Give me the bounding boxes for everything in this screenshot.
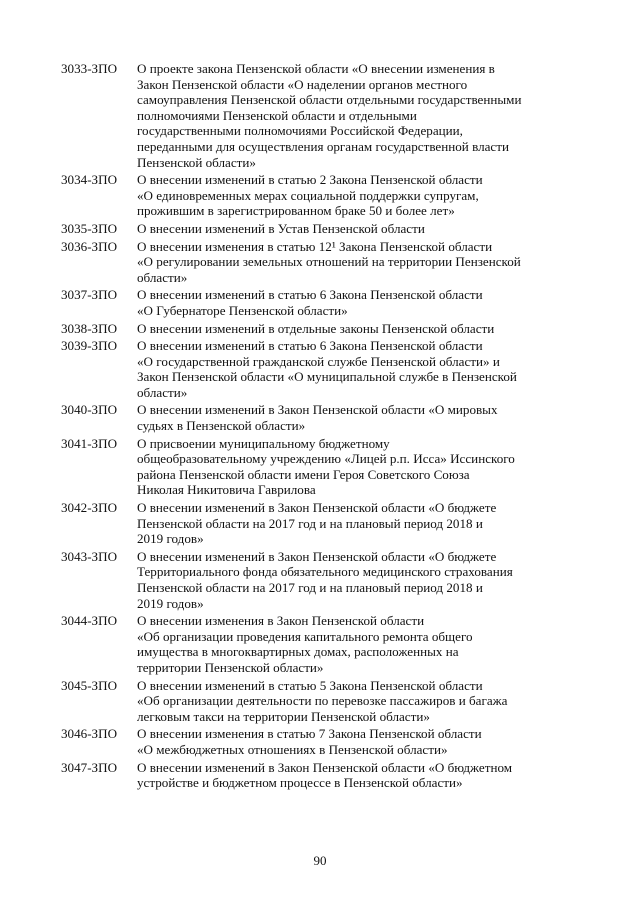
law-title-line: государственными полномочиями Российской Федерации,: [137, 123, 463, 139]
law-number: 3045-ЗПО: [61, 677, 118, 693]
law-title-line: «О регулировании земельных отношений на территории Пензенской: [137, 254, 521, 270]
law-title-line: самоуправления Пензенской области отдельными государственными: [137, 92, 522, 108]
law-title-line: судьях в Пензенской области»: [137, 418, 306, 434]
law-entry: [61, 500, 591, 547]
law-entry: [61, 172, 591, 219]
law-title-line: О внесении изменений в Закон Пензенской области «О бюджетном: [137, 759, 513, 775]
law-entry: [61, 760, 591, 791]
law-entry: [61, 338, 591, 400]
law-title: [137, 402, 591, 433]
law-title-line: О внесении изменений в Устав Пензенской области: [137, 220, 425, 236]
law-number: 3033-ЗПО: [61, 61, 118, 76]
law-title-line: имущества в многоквартирных домах, расположенных на: [137, 644, 459, 660]
law-entry: [61, 726, 591, 757]
law-number: 3047-ЗПО: [61, 759, 118, 775]
law-entry: [61, 678, 591, 725]
law-title-line: «О государственной гражданской службе Пензенской области» и: [137, 353, 500, 369]
law-entry: [61, 549, 591, 611]
law-title: [137, 549, 591, 611]
law-title-line: 2019 годов»: [137, 531, 204, 547]
law-number: 3041-ЗПО: [61, 435, 118, 451]
law-title: [137, 436, 591, 498]
law-title: [137, 221, 591, 237]
law-title: [137, 613, 591, 675]
law-title-line: Закон Пензенской области «О муниципальной службе в Пензенской: [137, 369, 517, 385]
law-title: [137, 726, 591, 757]
law-title: [137, 287, 591, 318]
law-title-line: О внесении изменения в статью 7 Закона Пензенской области: [137, 726, 482, 742]
law-number: 3044-ЗПО: [61, 613, 118, 629]
law-entry: [61, 287, 591, 318]
law-number: 3035-ЗПО: [61, 220, 118, 236]
law-list: [61, 61, 591, 793]
law-title-line: устройстве и бюджетном процессе в Пензенской области»: [137, 775, 463, 791]
law-title-line: О проекте закона Пензенской области «О внесении изменения в: [137, 61, 495, 76]
law-number: 3042-ЗПО: [61, 500, 118, 516]
law-title: [137, 760, 591, 791]
law-title-line: О внесении изменений в статью 2 Закона Пензенской области: [137, 172, 483, 188]
law-title: [137, 239, 591, 286]
law-title-line: О внесении изменений в статью 6 Закона Пензенской области: [137, 338, 483, 354]
law-title-line: легковым такси на территории Пензенской области»: [137, 708, 430, 724]
law-title-line: О внесении изменений в отдельные законы Пензенской области: [137, 320, 495, 336]
law-title-line: области»: [137, 269, 188, 285]
law-title-line: О внесении изменений в статью 6 Закона Пензенской области: [137, 287, 483, 303]
law-entry: [61, 61, 591, 170]
law-entry: [61, 613, 591, 675]
law-title-line: общеобразовательному учреждению «Лицей р.п. Исса» Иссинского: [137, 451, 515, 467]
law-title-line: Николая Никитовича Гаврилова: [137, 482, 316, 498]
law-title-line: Пензенской области на 2017 год и на плановый период 2018 и: [137, 580, 483, 595]
law-title: [137, 500, 591, 547]
law-number: 3038-ЗПО: [61, 320, 118, 336]
law-number: 3036-ЗПО: [61, 238, 118, 254]
law-title-line: О внесении изменений в статью 5 Закона Пензенской области: [137, 677, 483, 693]
law-title-line: «О межбюджетных отношениях в Пензенской области»: [137, 741, 448, 757]
page-number: 90: [313, 853, 327, 868]
law-number: 3043-ЗПО: [61, 548, 118, 564]
law-entry: [61, 402, 591, 433]
law-title-line: О присвоении муниципальному бюджетному: [137, 435, 390, 451]
law-number: 3034-ЗПО: [61, 172, 118, 188]
law-title-line: «Об организации проведения капитального ремонта общего: [137, 628, 473, 644]
law-number: 3039-ЗПО: [61, 338, 118, 354]
law-title-line: области»: [137, 384, 188, 400]
law-title-line: «Об организации деятельности по перевозке пассажиров и багажа: [137, 693, 508, 709]
law-title: [137, 172, 591, 219]
law-entry: [61, 221, 591, 237]
law-title: [137, 61, 591, 170]
law-title-line: прожившим в зарегистрированном браке 50 и более лет»: [137, 203, 455, 219]
law-entry: [61, 436, 591, 498]
law-title-line: полномочиями Пензенской области и отдельными: [137, 107, 417, 123]
law-title-line: «О единовременных мерах социальной поддержки супругам,: [137, 187, 479, 203]
law-title-line: О внесении изменения в Закон Пензенской области: [137, 613, 425, 629]
law-title: [137, 678, 591, 725]
law-title-line: района Пензенской области имени Героя Советского Союза: [137, 466, 470, 482]
law-title-line: Территориального фонда обязательного медицинского страхования: [137, 564, 513, 580]
law-title-line: Закон Пензенской области «О наделении органов местного: [137, 76, 468, 92]
law-entry: [61, 239, 591, 286]
law-title-line: Пензенской области на 2017 год и на плановый период 2018 и: [137, 515, 483, 531]
law-number: 3046-ЗПО: [61, 726, 118, 742]
law-number: 3037-ЗПО: [61, 287, 118, 303]
law-title-line: О внесении изменений в Закон Пензенской области «О бюджете: [137, 500, 497, 516]
law-title: [137, 321, 591, 337]
law-title-line: О внесении изменений в Закон Пензенской области «О мировых: [137, 402, 498, 418]
law-title-line: переданными для осуществления органам государственной власти: [137, 138, 509, 154]
law-entry: [61, 321, 591, 337]
law-title-line: «О Губернаторе Пензенской области»: [137, 302, 348, 318]
law-number: 3040-ЗПО: [61, 402, 118, 418]
law-title-line: О внесении изменения в статью 12¹ Закона Пензенской области: [137, 238, 493, 254]
law-title-line: территории Пензенской области»: [137, 659, 324, 675]
law-title-line: 2019 годов»: [137, 595, 204, 611]
law-title: [137, 338, 591, 400]
law-title-line: Пензенской области»: [137, 154, 256, 170]
law-title-line: О внесении изменений в Закон Пензенской области «О бюджете: [137, 548, 497, 564]
